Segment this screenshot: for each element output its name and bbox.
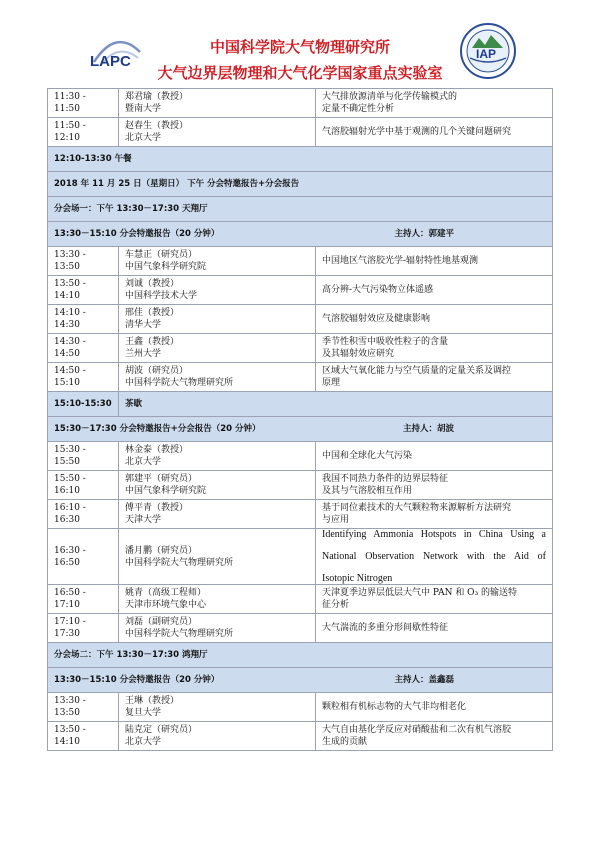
speaker-cell: 王琳（教授） 复旦大学 bbox=[119, 693, 316, 722]
time-cell: 13:30 - 13:50 bbox=[48, 247, 119, 276]
table-row bbox=[48, 500, 553, 529]
time-cell: 14:50 - 15:10 bbox=[48, 363, 119, 392]
table-row bbox=[48, 693, 553, 722]
topic-cell: Identifying Ammonia Hotspots in China Using a National Observation Network with the Aid of Isotopic Nitrogen bbox=[316, 529, 553, 585]
table-row bbox=[48, 247, 553, 276]
topic-cell: 大气排放源清单与化学传输模式的 定量不确定性分析 bbox=[316, 89, 553, 118]
table-row bbox=[48, 334, 553, 363]
lapc-logo-text: LAPC bbox=[90, 53, 131, 70]
speaker-cell: 傅平青（教授） 天津大学 bbox=[119, 500, 316, 529]
time-cell: 14:30 - 14:50 bbox=[48, 334, 119, 363]
table-row bbox=[48, 276, 553, 305]
topic-cell: 气溶胶辐射光学中基于观测的几个关键问题研究 bbox=[316, 118, 553, 147]
topic-cell: 高分辨-大气污染物立体遥感 bbox=[316, 276, 553, 305]
topic-cell: 大气湍流的多重分形间歇性特征 bbox=[316, 614, 553, 643]
topic-cell: 中国地区气溶胶光学-辐射特性地基观测 bbox=[316, 247, 553, 276]
time-cell: 11:30 - 11:50 bbox=[48, 89, 119, 118]
time-cell: 13:50 - 14:10 bbox=[48, 276, 119, 305]
speaker-cell: 刘诚（教授） 中国科学技术大学 bbox=[119, 276, 316, 305]
speaker-cell: 胡波（研究员） 中国科学院大气物理研究所 bbox=[119, 363, 316, 392]
lunch-row: 12:10-13:30 午餐 bbox=[48, 147, 553, 172]
speaker-cell: 郑君瑜（教授） 暨南大学 bbox=[119, 89, 316, 118]
page-header bbox=[0, 0, 600, 88]
table-row bbox=[48, 585, 553, 614]
day-header-row: 2018 年 11 月 25 日（星期日） 下午 分会特邀报告+分会报告 bbox=[48, 172, 553, 197]
speaker-cell: 姚青（高级工程师） 天津市环境气象中心 bbox=[119, 585, 316, 614]
time-cell: 13:30 - 13:50 bbox=[48, 693, 119, 722]
session-host: 主持人：盖鑫磊 bbox=[394, 675, 454, 685]
iap-logo bbox=[459, 22, 517, 80]
speaker-cell: 邢佳（教授） 清华大学 bbox=[119, 305, 316, 334]
session-row: 13:30－15:10 分会特邀报告（20 分钟） 主持人：郭建平 bbox=[48, 222, 553, 247]
table-row bbox=[48, 614, 553, 643]
speaker-cell: 刘磊（副研究员） 中国科学院大气物理研究所 bbox=[119, 614, 316, 643]
speaker-cell: 林金泰（教授） 北京大学 bbox=[119, 442, 316, 471]
time-cell: 14:10 - 14:30 bbox=[48, 305, 119, 334]
speaker-cell: 赵春生（教授） 北京大学 bbox=[119, 118, 316, 147]
table-row bbox=[48, 722, 553, 751]
table-row bbox=[48, 305, 553, 334]
time-cell: 16:50 - 17:10 bbox=[48, 585, 119, 614]
session-row: 13:30－15:10 分会特邀报告（20 分钟） 主持人：盖鑫磊 bbox=[48, 668, 553, 693]
session-host: 主持人：郭建平 bbox=[394, 229, 454, 239]
time-cell: 16:30 - 16:50 bbox=[48, 529, 119, 585]
speaker-cell: 王鑫（教授） 兰州大学 bbox=[119, 334, 316, 363]
topic-cell: 基于同位素技术的大气颗粒物来源解析方法研究 与应用 bbox=[316, 500, 553, 529]
session-host: 主持人：胡波 bbox=[402, 424, 454, 434]
lab-title: 大气边界层物理和大气化学国家重点实验室 bbox=[157, 64, 443, 82]
topic-cell: 天津夏季边界层低层大气中 PAN 和 O₃ 的输送特 征分析 bbox=[316, 585, 553, 614]
speaker-cell: 郭建平（研究员） 中国气象科学研究院 bbox=[119, 471, 316, 500]
institute-title: 中国科学院大气物理研究所 bbox=[209, 38, 390, 56]
time-cell: 15:50 - 16:10 bbox=[48, 471, 119, 500]
table-row bbox=[48, 442, 553, 471]
topic-cell: 气溶胶辐射效应及健康影响 bbox=[316, 305, 553, 334]
topic-cell: 我国不同热力条件的边界层特征 及其与气溶胶相互作用 bbox=[316, 471, 553, 500]
schedule-table bbox=[47, 88, 553, 751]
session-row: 15:30－17:30 分会特邀报告+分会报告（20 分钟） 主持人：胡波 bbox=[48, 417, 553, 442]
speaker-cell: 陆克定（研究员） 北京大学 bbox=[119, 722, 316, 751]
break-row: 15:10-15:30 茶歇 bbox=[48, 392, 553, 417]
table-row bbox=[48, 471, 553, 500]
time-cell: 16:10 - 16:30 bbox=[48, 500, 119, 529]
topic-cell: 季节性积雪中吸收性粒子的含量 及其辐射效应研究 bbox=[316, 334, 553, 363]
table-row bbox=[48, 89, 553, 118]
topic-cell: 颗粒相有机标志物的大气非均相老化 bbox=[316, 693, 553, 722]
lapc-logo bbox=[88, 32, 144, 72]
speaker-cell: 车慧正（研究员） 中国气象科学研究院 bbox=[119, 247, 316, 276]
topic-cell: 大气自由基化学反应对硝酸盐和二次有机气溶胶 生成的贡献 bbox=[316, 722, 553, 751]
table-row bbox=[48, 529, 553, 585]
time-cell: 13:50 - 14:10 bbox=[48, 722, 119, 751]
time-cell: 11:50 - 12:10 bbox=[48, 118, 119, 147]
speaker-cell: 潘月鹏（研究员） 中国科学院大气物理研究所 bbox=[119, 529, 316, 585]
time-cell: 17:10 - 17:30 bbox=[48, 614, 119, 643]
iap-logo-text: IAP bbox=[476, 47, 497, 61]
venue-row: 分会场一：下午 13:30－17:30 天翔厅 bbox=[48, 197, 553, 222]
venue-row: 分会场二：下午 13:30－17:30 鸿翔厅 bbox=[48, 643, 553, 668]
time-cell: 15:30 - 15:50 bbox=[48, 442, 119, 471]
table-row bbox=[48, 118, 553, 147]
topic-cell: 区域大气氧化能力与空气质量的定量关系及调控 原理 bbox=[316, 363, 553, 392]
topic-cell: 中国和全球化大气污染 bbox=[316, 442, 553, 471]
table-row bbox=[48, 363, 553, 392]
